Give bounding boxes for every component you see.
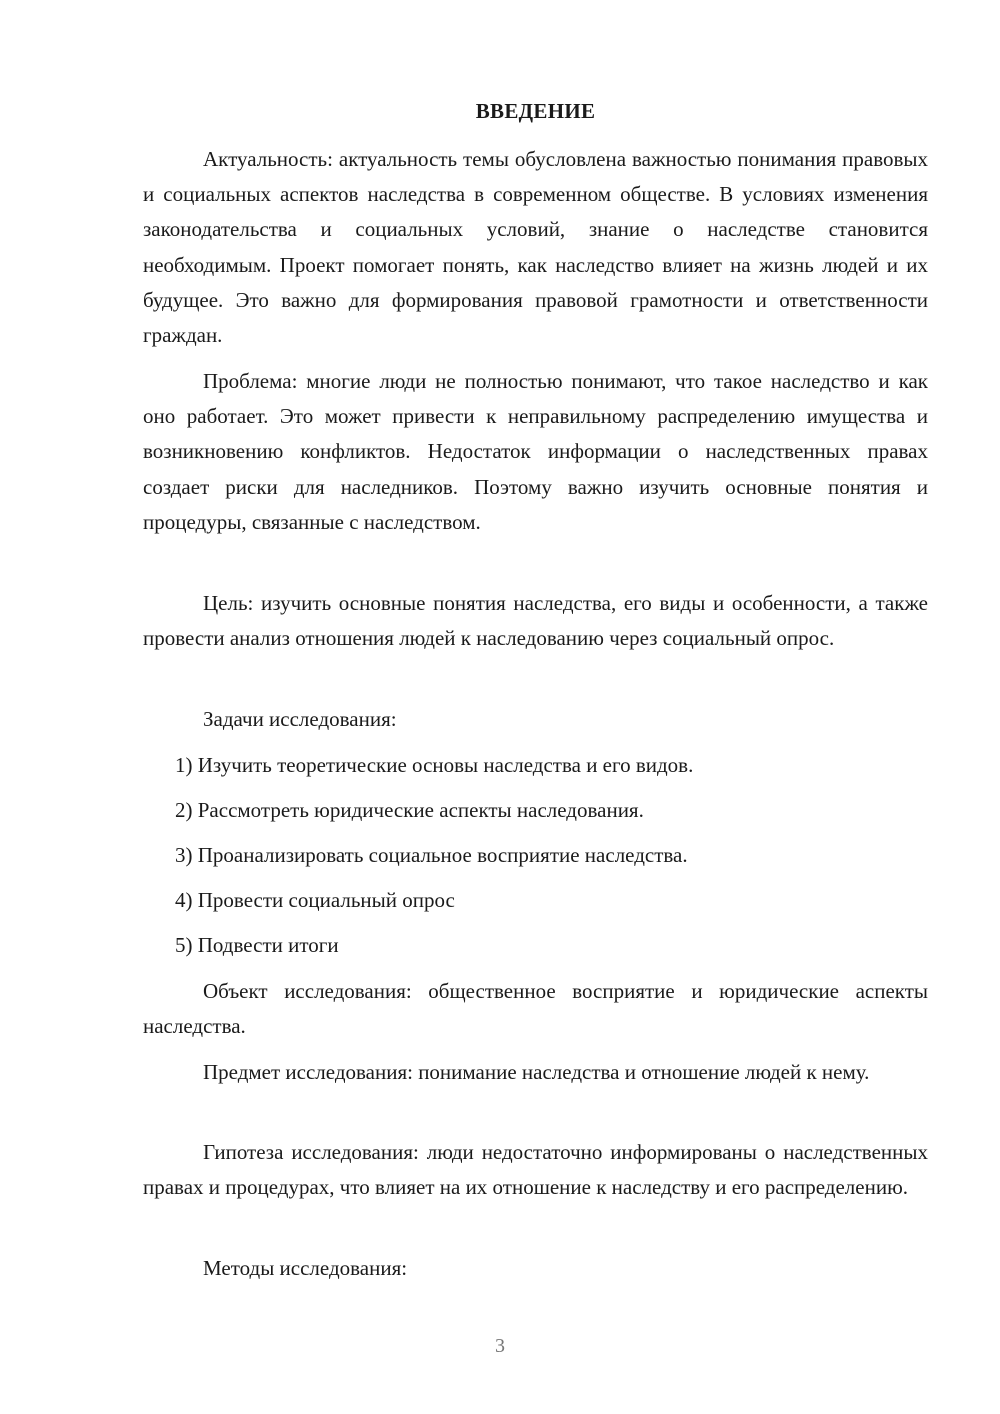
subject-paragraph: Предмет исследования: понимание наследства и отношение людей к нему.: [203, 1060, 870, 1084]
task-item-1: 1) Изучить теоретические основы наследства и его видов.: [175, 753, 694, 777]
section-title: ВВЕДЕНИЕ: [475, 99, 596, 123]
task-item-5: 5) Подвести итоги: [175, 933, 339, 957]
hypothesis-paragraph: Гипотеза исследования: люди недостаточно информированы о наследственных правах и процедурах, что влияет на их отношение к наследству и его распределению.: [143, 1140, 928, 1200]
page-number: 3: [495, 1335, 505, 1357]
goal-paragraph: Цель: изучить основные понятия наследства, его виды и особенности, а также провести анализ отношения людей к наследованию через социальный опрос.: [143, 591, 928, 651]
problem-paragraph: Проблема: многие люди не полностью понимают, что такое наследство и как оно работает. Это может привести к неправильному распределению имущества и возникновению конфликтов. Недостаток информации о наследственных правах создает риски для наследников. Поэтому важно изучить основные понятия и процедуры, связанные с наследством.: [143, 369, 928, 534]
methods-heading: Методы исследования:: [203, 1256, 408, 1280]
task-item-4: 4) Провести социальный опрос: [175, 888, 455, 912]
task-item-3: 3) Проанализировать социальное восприятие наследства.: [175, 843, 688, 867]
object-paragraph: Объект исследования: общественное восприятие и юридические аспекты наследства.: [143, 979, 928, 1039]
task-item-2: 2) Рассмотреть юридические аспекты наследования.: [175, 798, 644, 822]
tasks-heading: Задачи исследования:: [203, 707, 397, 731]
relevance-paragraph: Актуальность: актуальность темы обусловлена важностью понимания правовых и социальных аспектов наследства в современном обществе. В условиях изменения законодательства и социальных условий, знание о наследстве становится необходимым. Проект помогает понять, как наследство влияет на жизнь людей и их будущее. Это важно для формирования правовой грамотности и ответственности граждан.: [143, 147, 928, 348]
